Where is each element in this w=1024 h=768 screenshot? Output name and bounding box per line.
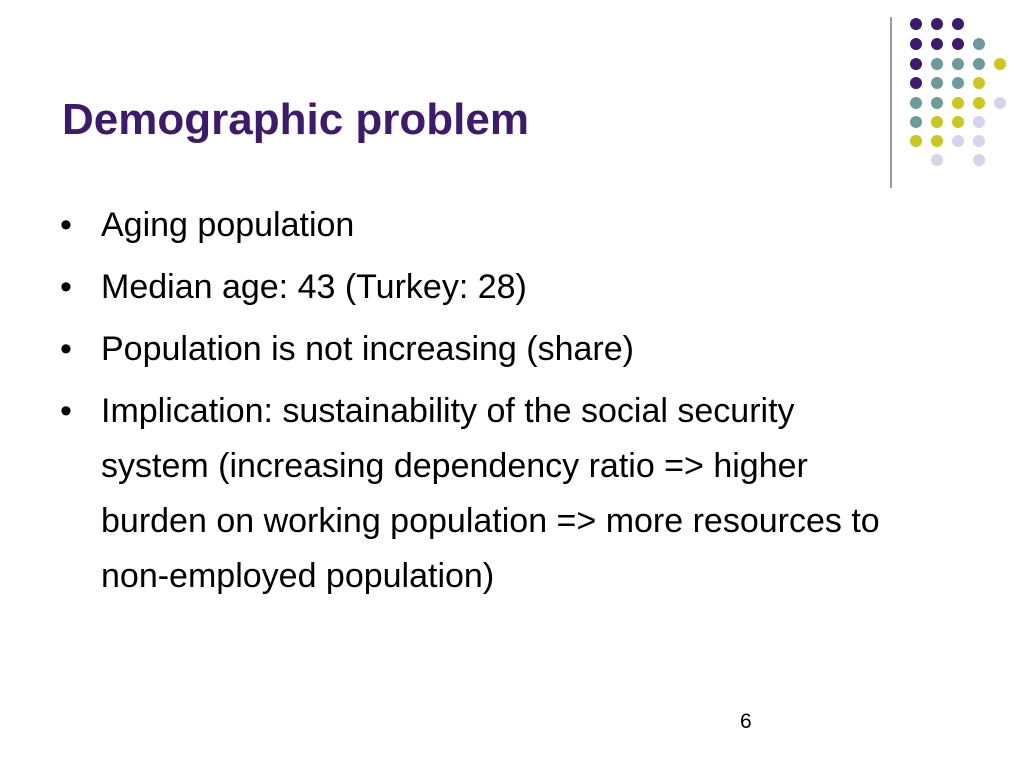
bullet-text: Implication: sustainability of the social security system (increasing dependency ratio => higher burden on working population => more resources to non-employed population) <box>101 392 880 595</box>
bullet-marker: • <box>60 268 72 306</box>
bullet-item <box>60 322 910 377</box>
decorative-divider-line <box>890 17 892 188</box>
bullet-text: Population is not increasing (share) <box>101 330 634 368</box>
decorative-dot <box>931 38 943 50</box>
bullet-item <box>60 260 910 315</box>
slide-title: Demographic problem <box>62 95 529 144</box>
decorative-dot <box>952 116 964 128</box>
decorative-dot <box>931 154 943 166</box>
decorative-dot <box>973 58 985 70</box>
bullet-item <box>60 198 910 253</box>
page-number: 6 <box>740 710 752 733</box>
decorative-dot <box>931 135 943 147</box>
decorative-dot <box>952 38 964 50</box>
decorative-dot <box>973 135 985 147</box>
decorative-dot <box>994 97 1006 109</box>
decorative-dot <box>952 18 964 30</box>
decorative-dot <box>910 38 922 50</box>
bullet-marker: • <box>60 392 72 430</box>
decorative-dot <box>973 154 985 166</box>
decorative-dot <box>973 116 985 128</box>
decorative-dot <box>931 58 943 70</box>
bullet-list <box>60 198 910 611</box>
decorative-dot <box>910 116 922 128</box>
decorative-dot <box>931 18 943 30</box>
bullet-item <box>60 384 910 604</box>
bullet-marker: • <box>60 206 72 244</box>
decorative-dot <box>994 58 1006 70</box>
decorative-dot <box>952 135 964 147</box>
decorative-dot <box>931 116 943 128</box>
decorative-dot <box>973 77 985 89</box>
decorative-dot <box>910 135 922 147</box>
decorative-dot <box>910 77 922 89</box>
decorative-dot <box>910 18 922 30</box>
bullet-marker: • <box>60 330 72 368</box>
decorative-dot <box>910 58 922 70</box>
decorative-dot <box>952 97 964 109</box>
bullet-text: Median age: 43 (Turkey: 28) <box>101 268 527 306</box>
decorative-dot <box>973 38 985 50</box>
bullet-text: Aging population <box>101 206 355 244</box>
decorative-dot <box>973 97 985 109</box>
decorative-dot <box>910 97 922 109</box>
decorative-dot <box>952 77 964 89</box>
decorative-dot <box>952 58 964 70</box>
decorative-dot <box>931 97 943 109</box>
decorative-dot <box>931 77 943 89</box>
